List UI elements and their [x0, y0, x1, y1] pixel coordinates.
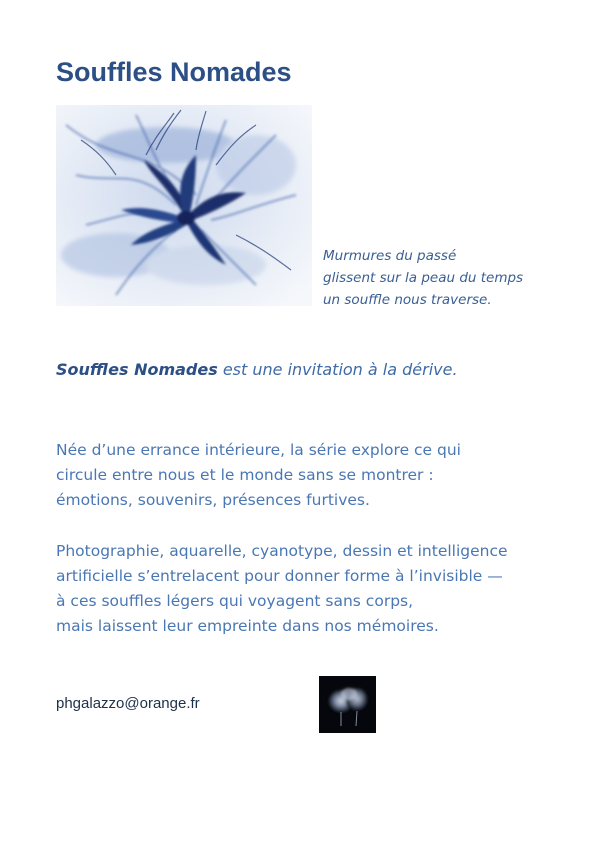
techniques-paragraph [56, 539, 508, 639]
cyanotype-artwork [56, 105, 312, 306]
poem-line: glissent sur la peau du temps [323, 270, 524, 286]
page-title: Souffles Nomades [56, 57, 292, 87]
tagline-series-name: Souffles Nomades [56, 360, 218, 379]
paragraph-line: Née d’une errance intérieure, la série explore ce qui [56, 441, 461, 459]
paragraph-line: à ces souffles légers qui voyagent sans corps, [56, 592, 414, 610]
paragraph-line: émotions, souvenirs, présences furtives. [56, 491, 370, 509]
paragraph-line: artificielle s’entrelacent pour donner forme à l’invisible — [56, 567, 503, 585]
intro-paragraph [56, 438, 461, 513]
paragraph-line: Photographie, aquarelle, cyanotype, dessin et intelligence [56, 542, 508, 560]
thumbnail-artwork-image [319, 676, 376, 733]
tagline [56, 360, 458, 379]
tagline-text: est une invitation à la dérive. [217, 360, 458, 379]
thumbnail-artwork [319, 676, 376, 733]
poem [323, 245, 523, 311]
poem-line: un souffle nous traverse. [323, 292, 492, 308]
paragraph-line: circule entre nous et le monde sans se montrer : [56, 466, 434, 484]
poem-line: Murmures du passé [323, 248, 457, 264]
cyanotype-artwork-image [56, 105, 312, 306]
contact-email-link[interactable]: phgalazzo@orange.fr [56, 695, 200, 712]
paragraph-line: mais laissent leur empreinte dans nos mémoires. [56, 617, 439, 635]
